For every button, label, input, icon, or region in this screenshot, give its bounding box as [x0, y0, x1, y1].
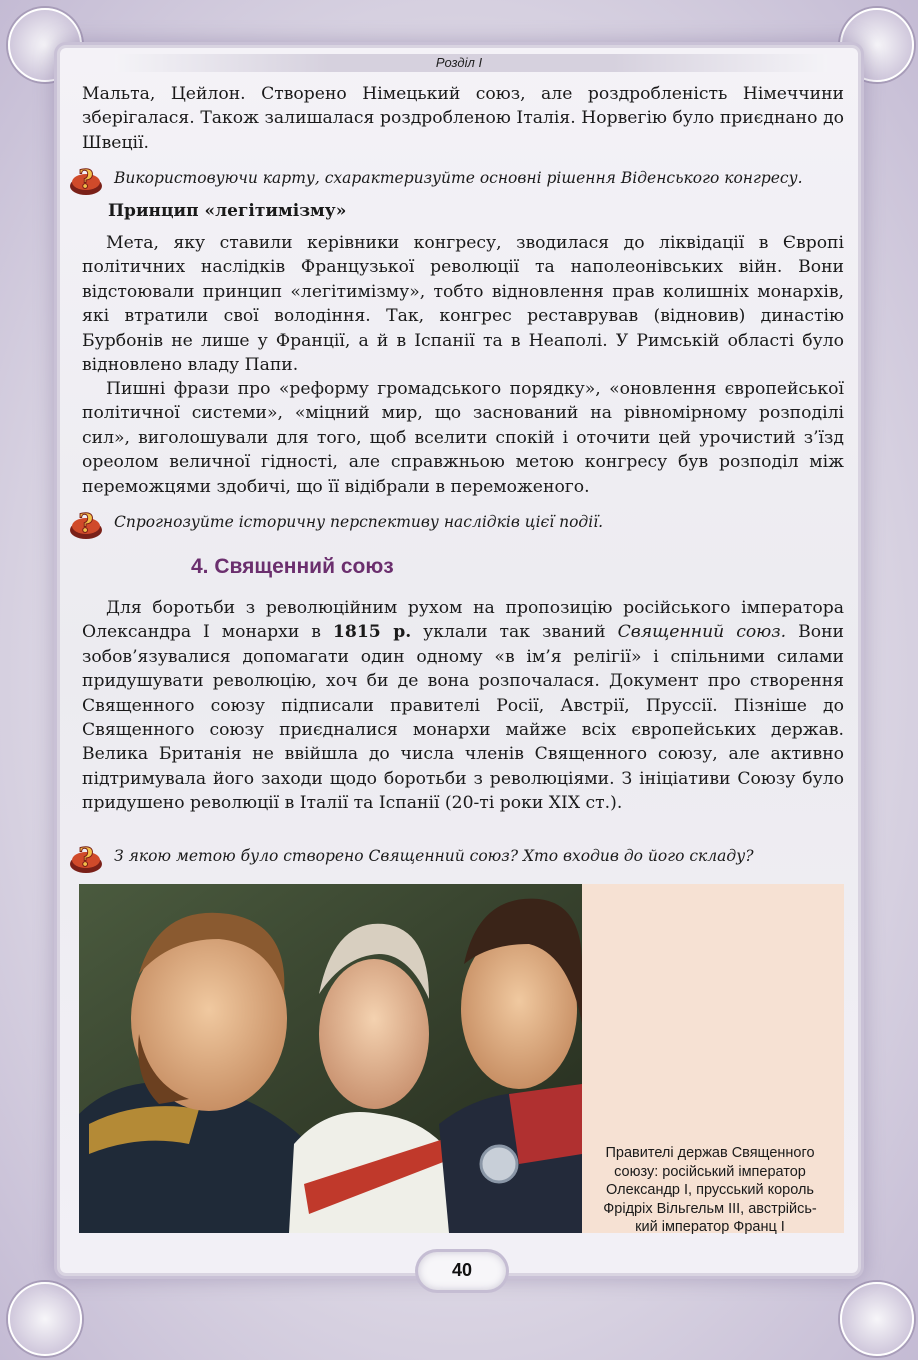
subheading: Принцип «легітимізму»	[108, 201, 347, 221]
paragraph-4-text-c: уклали так званий	[411, 622, 618, 643]
caption-line-3: Олександр I, прусський король	[606, 1182, 814, 1199]
svg-text:?: ?	[78, 165, 94, 195]
caption-line-4: Фрідріх Вільгельм III, австрійсь-	[603, 1200, 817, 1217]
question-mark-icon	[68, 162, 104, 198]
paragraph-1: Мальта, Цейлон. Створено Німецький союз, але роздробленість Німеччини зберігалася. Також залишалася роздробленою Італія. Норвегію було приєднано до Швеції.	[82, 84, 844, 153]
question-3	[68, 840, 858, 876]
figure-caption-box	[582, 884, 844, 1236]
paragraph-4-text-e: Вони зобов’язувалися допомагати один одному «в ім’я релігії» і спільними силами придушувати революцію, хоч би де вона розпочалася. Документ про створення Священного союзу підписали правителі Росії, Австрії, Пруссії. Пізніше до Священного союзу приєдналися монархи майже всіх європейських держав. Велика Британія не ввійшла до числа членів Священного союзу, але активно підтримувала його заходи щодо боротьби з революціями. З ініціативи Союзу було придушено революції в Італії та Іспанії (20-ті роки XIX ст.).	[82, 622, 844, 814]
question-2	[68, 506, 858, 542]
section-title: 4. Священний союз	[191, 555, 394, 578]
corner-ornament-bottom-right	[840, 1282, 914, 1356]
svg-text:?: ?	[78, 843, 94, 873]
portrait-painting	[79, 884, 582, 1233]
caption-line-2: союзу: російський імператор	[614, 1163, 806, 1180]
page-number-badge	[418, 1252, 506, 1290]
section-header: Розділ I	[435, 55, 483, 70]
figure-caption	[582, 1144, 838, 1237]
date-1815: 1815 р.	[332, 622, 412, 643]
question-mark-icon	[68, 506, 104, 542]
three-monarchs-image	[79, 884, 582, 1233]
question-mark-icon	[68, 840, 104, 876]
corner-ornament-bottom-left	[8, 1282, 82, 1356]
paragraph-4-text-a: Для боротьби з революційним рухом на пропозицію російського імператора Олександра I монархи в	[82, 598, 844, 643]
paragraph-4	[82, 596, 844, 816]
paragraph-3: Пишні фрази про «реформу громадського порядку», «оновлення європейської політичної системи», «міцний мир, що заснований на рівномірному розподілі сил», виголошували для того, щоб вселити спокій і оточити цей урочистий з’їзд ореолом величної гідності, але справжньою метою конгресу був розподіл між переможцями здобичі, що її відібрали в переможеного.	[82, 379, 844, 497]
paragraph-2: Мета, яку ставили керівники конгресу, зводилася до ліквідації в Європі політичних наслідків Французької революції та наполеонівських війн. Вони відстоювали принцип «легітимізму», тобто відновлення прав колишніх монархів, які втратили свої володіння. Так, конгрес реставрував (відновив) династію Бурбонів не лише у Франції, а й в Іспанії та в Неаполі. У Римській області було відновлено владу Папи.	[82, 233, 844, 376]
caption-line-1: Правителі держав Священного	[605, 1145, 815, 1161]
question-text: Спрогнозуйте історичну перспективу наслідків цієї події.	[114, 513, 604, 531]
question-1	[68, 162, 858, 198]
svg-text:?: ?	[78, 509, 94, 539]
question-text: З якою метою було створено Священний союз? Хто входив до його складу?	[114, 847, 754, 865]
holy-alliance-term: Священний союз.	[617, 622, 787, 643]
question-text: Використовуючи карту, схарактеризуйте основні рішення Віденського конгресу.	[114, 169, 803, 187]
caption-line-5: кий імператор Франц I	[635, 1219, 785, 1236]
page-number: 40	[451, 1260, 473, 1280]
